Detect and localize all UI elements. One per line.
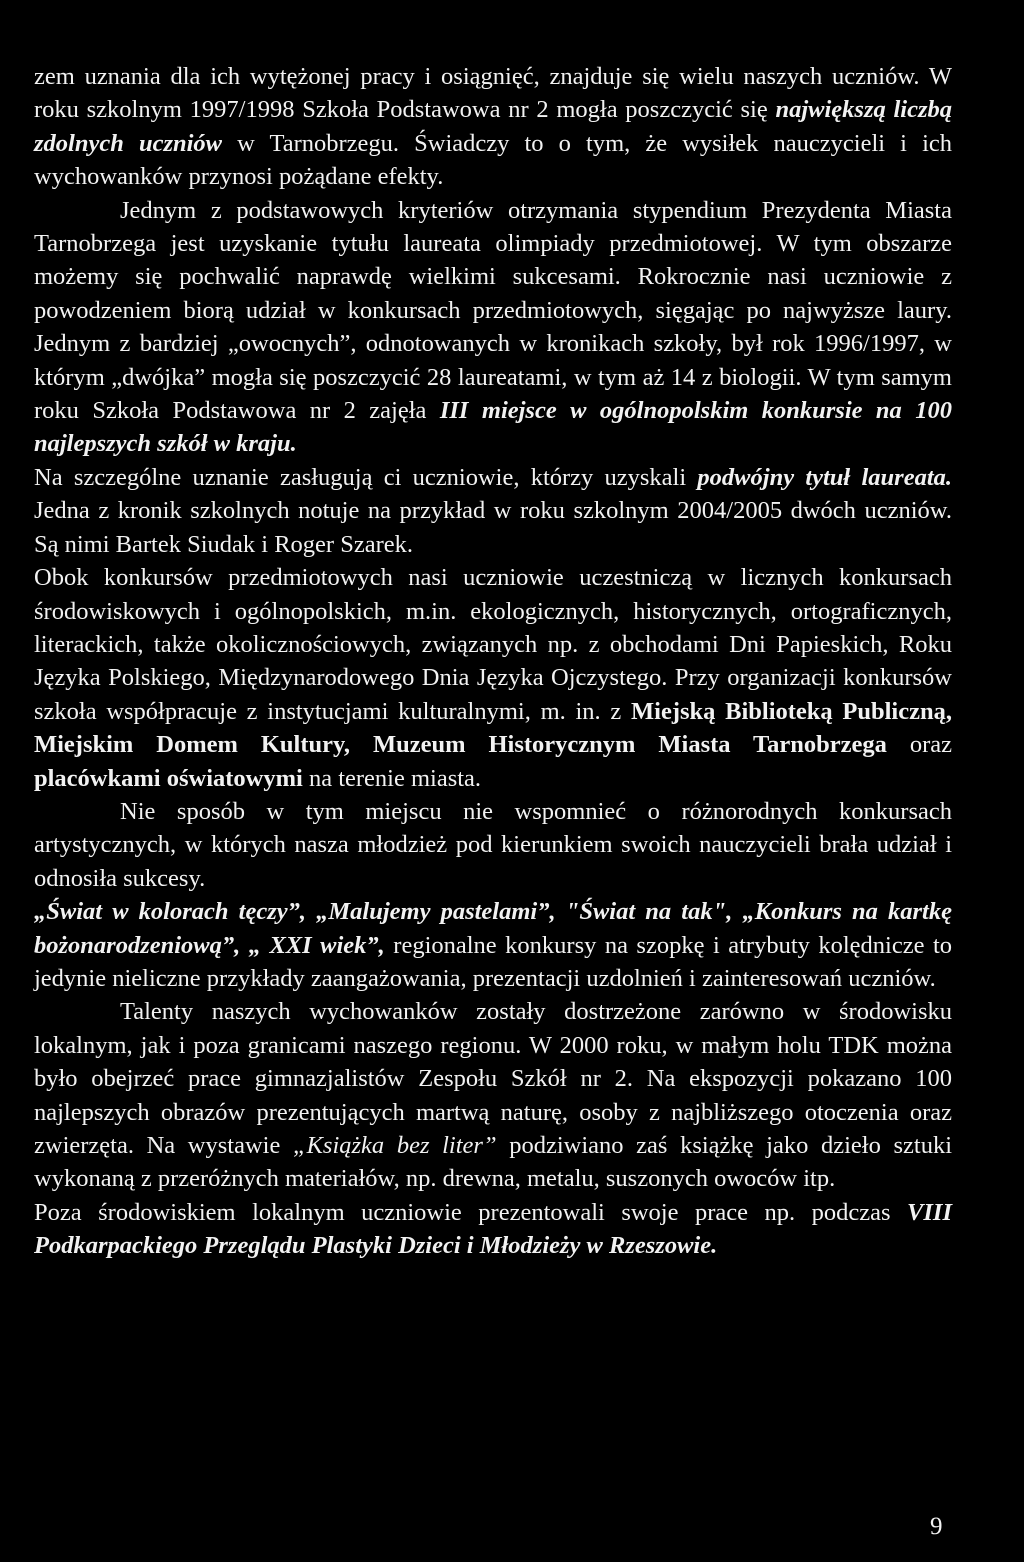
emphasis-text: VIII Podkarpackiego Przeglądu Plastyki Dzieci i Młodzieży w Rzeszowie. — [34, 1198, 952, 1260]
paragraph-4 — [34, 561, 952, 795]
text-run: Obok konkursów przedmiotowych nasi uczniowie uczestniczą w licznych konkursach środowiskowych i ogólnopolskich, m.in. ekologicznych, historycznych, ortograficznych, literackich, także okolicznościowych, związanych np. z obchodami Dni Papieskich, Roku Języka Polskiego, Międzynarodowego Dnia Języka Ojczystego. Przy organizacji konkursów szkoła współpracuje z instytucjami kulturalnymi, m. in. z — [34, 564, 952, 725]
text-run: Poza środowiskiem lokalnym uczniowie prezentowali swoje prace np. podczas — [34, 1198, 908, 1226]
page-text — [34, 60, 952, 1263]
text-run: Talenty naszych wychowanków zostały dostrzeżone zarówno w środowisku lokalnym, jak i poza granicami naszego regionu. W 2000 roku, w małym holu TDK można było obejrzeć prace gimnazjalistów Zespołu Szkół nr 2. Na ekspozycji pokazano 100 najlepszych obrazów prezentujących martwą naturę, osoby z najbliższego otoczenia oraz zwierzęta. Na wystawie — [34, 998, 952, 1159]
paragraph-1 — [34, 60, 952, 194]
text-run: Jednym z podstawowych kryteriów otrzymania stypendium Prezydenta Miasta Tarnobrzega jest uzyskanie tytułu laureata olimpiady przedmiotowej. W tym obszarze możemy się pochwalić naprawdę wielkimi sukcesami. Rokrocznie nasi uczniowie z powodzeniem biorą udział w konkursach przedmiotowych, sięgając po najwyższe laury. Jednym z bardziej „owocnych”, odnotowanych w kronikach szkoły, był rok 1996/1997, w którym „dwójka” mogła się poszczycić 28 laureatami, w tym aż 14 z biologii. W tym samym roku Szkoła Podstawowa nr 2 zajęła — [34, 196, 952, 425]
text-run: Nie sposób w tym miejscu nie wspomnieć o różnorodnych konkursach artystycznych, w których nasza młodzież pod kierunkiem swoich nauczycieli brała udział i odnosiła sukcesy. — [34, 797, 952, 892]
bold-text: Miejską Biblioteką Publiczną, Miejskim Domem Kultury, Muzeum Historycznym Miasta Tarnobrzega — [34, 697, 952, 759]
emphasis-text: III miejsce w ogólnopolskim konkursie na 100 najlepszych szkół w kraju. — [34, 397, 952, 458]
paragraph-2 — [34, 194, 952, 461]
text-run: oraz — [886, 731, 952, 759]
text-run: regionalne konkursy na szopkę i atrybuty kolędnicze to jedynie nieliczne przykłady zaangażowania, prezentacji uzdolnień i zainteresowań uczniów. — [34, 931, 952, 992]
text-run: na terenie miasta. — [302, 764, 482, 792]
emphasis-text: „Świat w kolorach tęczy”, „Malujemy pastelami”, "Świat na tak", „Konkurs na kartkę bożonarodzeniową”, „ XXI wiek”, — [34, 898, 952, 959]
page-number: 9 — [930, 1513, 943, 1540]
paragraph-5 — [34, 795, 952, 895]
emphasis-text: największą liczbą zdolnych uczniów — [34, 96, 953, 157]
paragraph-3 — [34, 461, 952, 561]
paragraph-7 — [34, 995, 952, 1195]
emphasis-text: podwójny tytuł laureata. — [697, 463, 953, 491]
text-run: podziwiano zaś książkę jako dzieło sztuki wykonaną z przeróżnych materiałów, np. drewna, metalu, suszonych owoców itp. — [34, 1132, 952, 1193]
text-run: zem uznania dla ich wytężonej pracy i osiągnięć, znajduje się wielu naszych uczniów. W roku szkolnym 1997/1998 Szkoła Podstawowa nr 2 mogła poszczycić się — [34, 63, 952, 124]
paragraph-8 — [34, 1196, 952, 1263]
paragraph-6 — [34, 895, 952, 995]
italic-text: „Książka bez liter” — [292, 1132, 497, 1159]
text-run: Na szczególne uznanie zasługują ci uczniowie, którzy uzyskali — [34, 463, 698, 491]
bold-text: placówkami oświatowymi — [34, 764, 303, 792]
text-run: w Tarnobrzegu. Świadczy to o tym, że wysiłek nauczycieli i ich wychowanków przynosi pożądane efekty. — [34, 129, 953, 191]
text-run: Jedna z kronik szkolnych notuje na przykład w roku szkolnym 2004/2005 dwóch uczniów. Są nimi Bartek Siudak i Roger Szarek. — [34, 497, 952, 558]
